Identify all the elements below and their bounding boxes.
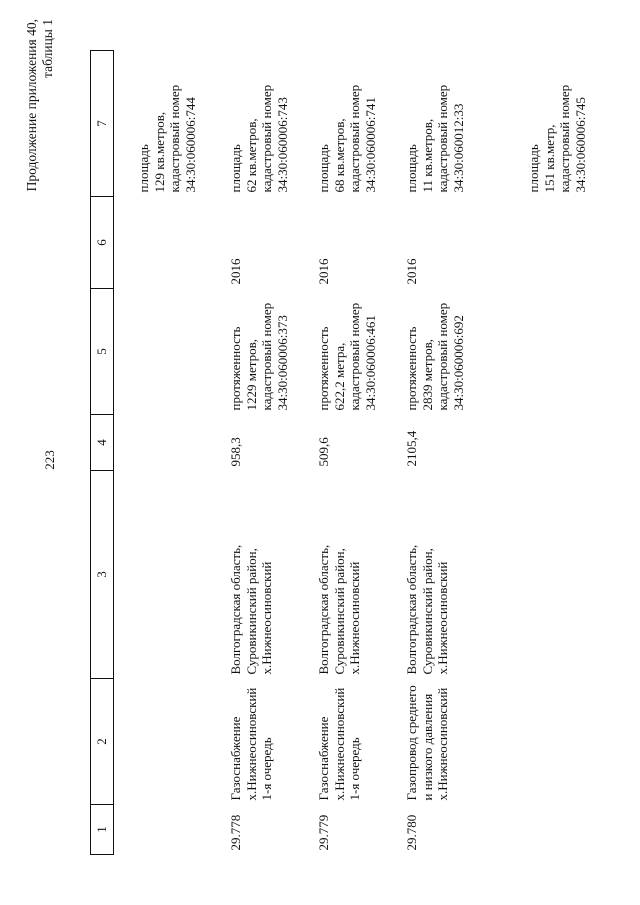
appendix-continuation-note	[24, 19, 56, 205]
row-number-cell: 29.780	[404, 814, 419, 851]
cell-line: 2839 метров,	[419, 339, 435, 411]
cell-line: и низкого давления	[419, 693, 435, 801]
cell-line: Газопровод среднего	[404, 685, 419, 801]
cell-line: площадь	[316, 144, 331, 193]
cell-line: 62 кв.метров,	[243, 118, 259, 193]
cell-line: площадь	[136, 144, 151, 193]
cell-line: х.Нижнеосиновский	[435, 687, 450, 801]
cell-line: х.Нижнеосиновский	[259, 561, 274, 675]
cell-line: 34:30:060006:745	[572, 97, 588, 193]
column-number: 4	[91, 415, 114, 471]
cell-line: Суровикинский район,	[331, 548, 347, 675]
length-cell	[402, 289, 490, 415]
cell-line: протяженность	[228, 326, 243, 411]
cell-line: 1-я очередь	[347, 737, 362, 801]
value-cell: 509,6	[316, 437, 331, 467]
column-number: 1	[91, 805, 114, 855]
cell-line: кадастровый номер	[259, 84, 274, 193]
cell-line: кадастровый номер	[347, 302, 362, 411]
cell-line: Волгоградская область,	[228, 544, 243, 675]
column-number: 2	[91, 679, 114, 805]
column-number: 7	[91, 51, 114, 197]
address-cell	[314, 471, 402, 679]
cell-line: 34:30:060006:692	[450, 315, 466, 411]
table-row	[402, 51, 490, 855]
cell-line: Газоснабжение	[316, 716, 331, 801]
cell-line: протяженность	[316, 326, 331, 411]
value-cell: 2105,4	[404, 430, 419, 467]
cell-line: 1229 метров,	[243, 339, 259, 411]
cell-line: 34:30:060006:744	[182, 97, 198, 193]
cell-line: х.Нижнеосиновский	[435, 561, 450, 675]
cell-line: х.Нижнеосиновский	[347, 561, 362, 675]
address-cell	[402, 471, 490, 679]
cell-line: протяженность	[404, 326, 419, 411]
cell-line: Суровикинский район,	[419, 548, 435, 675]
cell-line: площадь	[228, 144, 243, 193]
column-number: 5	[91, 289, 114, 415]
year-cell: 2016	[228, 258, 243, 285]
column-number-row	[91, 51, 114, 855]
area-cell	[490, 51, 622, 197]
object-name-cell	[226, 679, 314, 805]
property-table	[90, 50, 622, 855]
table-row-continued	[114, 51, 227, 855]
year-cell: 2016	[316, 258, 331, 285]
column-number: 6	[91, 197, 114, 289]
cell-line: кадастровый номер	[259, 302, 274, 411]
cell-line: 34:30:060006:461	[362, 315, 378, 411]
area-cell	[114, 51, 227, 197]
cell-line: площадь	[404, 144, 419, 193]
table-row	[314, 51, 402, 855]
cell-line: 1-я очередь	[259, 737, 274, 801]
cell-line: 34:30:060012:33	[450, 103, 466, 193]
cell-line: кадастровый номер	[557, 84, 572, 193]
cell-line: 34:30:060006:741	[362, 97, 378, 193]
cell-line: х.Нижнеосиновский	[243, 687, 259, 801]
cell-line: 34:30:060006:743	[274, 97, 290, 193]
cell-line: кадастровый номер	[167, 84, 182, 193]
cell-line: площадь	[526, 144, 541, 193]
column-number: 3	[91, 471, 114, 679]
cell-line: кадастровый номер	[435, 84, 450, 193]
cell-line: кадастровый номер	[435, 302, 450, 411]
cell-line: 11 кв.метров,	[419, 118, 435, 193]
table-row-continued	[490, 51, 622, 855]
page-number: 223	[42, 450, 57, 470]
cell-line: 151 кв.метр,	[541, 124, 557, 193]
area-cell	[314, 51, 402, 197]
address-cell	[226, 471, 314, 679]
cell-line: х.Нижнеосиновский	[331, 687, 347, 801]
appendix-note-line: Продолжение приложения 40,	[24, 19, 39, 192]
cell-line: 622,2 метра,	[331, 342, 347, 411]
area-cell	[402, 51, 490, 197]
row-number-cell: 29.778	[228, 814, 243, 851]
cell-line: Волгоградская область,	[404, 544, 419, 675]
appendix-note-line: таблицы 1	[40, 19, 55, 78]
year-cell: 2016	[404, 258, 419, 285]
length-cell	[314, 289, 402, 415]
cell-line: Газоснабжение	[228, 716, 243, 801]
length-cell	[226, 289, 314, 415]
cell-line: 129 кв.метров,	[151, 111, 167, 193]
cell-line: 68 кв.метров,	[331, 118, 347, 193]
cell-line: Суровикинский район,	[243, 548, 259, 675]
cell-line: Волгоградская область,	[316, 544, 331, 675]
object-name-cell	[314, 679, 402, 805]
area-cell	[226, 51, 314, 197]
object-name-cell	[402, 679, 490, 805]
row-number-cell: 29.779	[316, 814, 331, 851]
cell-line: 34:30:060006:373	[274, 315, 290, 411]
table-row	[226, 51, 314, 855]
cell-line: кадастровый номер	[347, 84, 362, 193]
value-cell: 958,3	[228, 437, 243, 467]
